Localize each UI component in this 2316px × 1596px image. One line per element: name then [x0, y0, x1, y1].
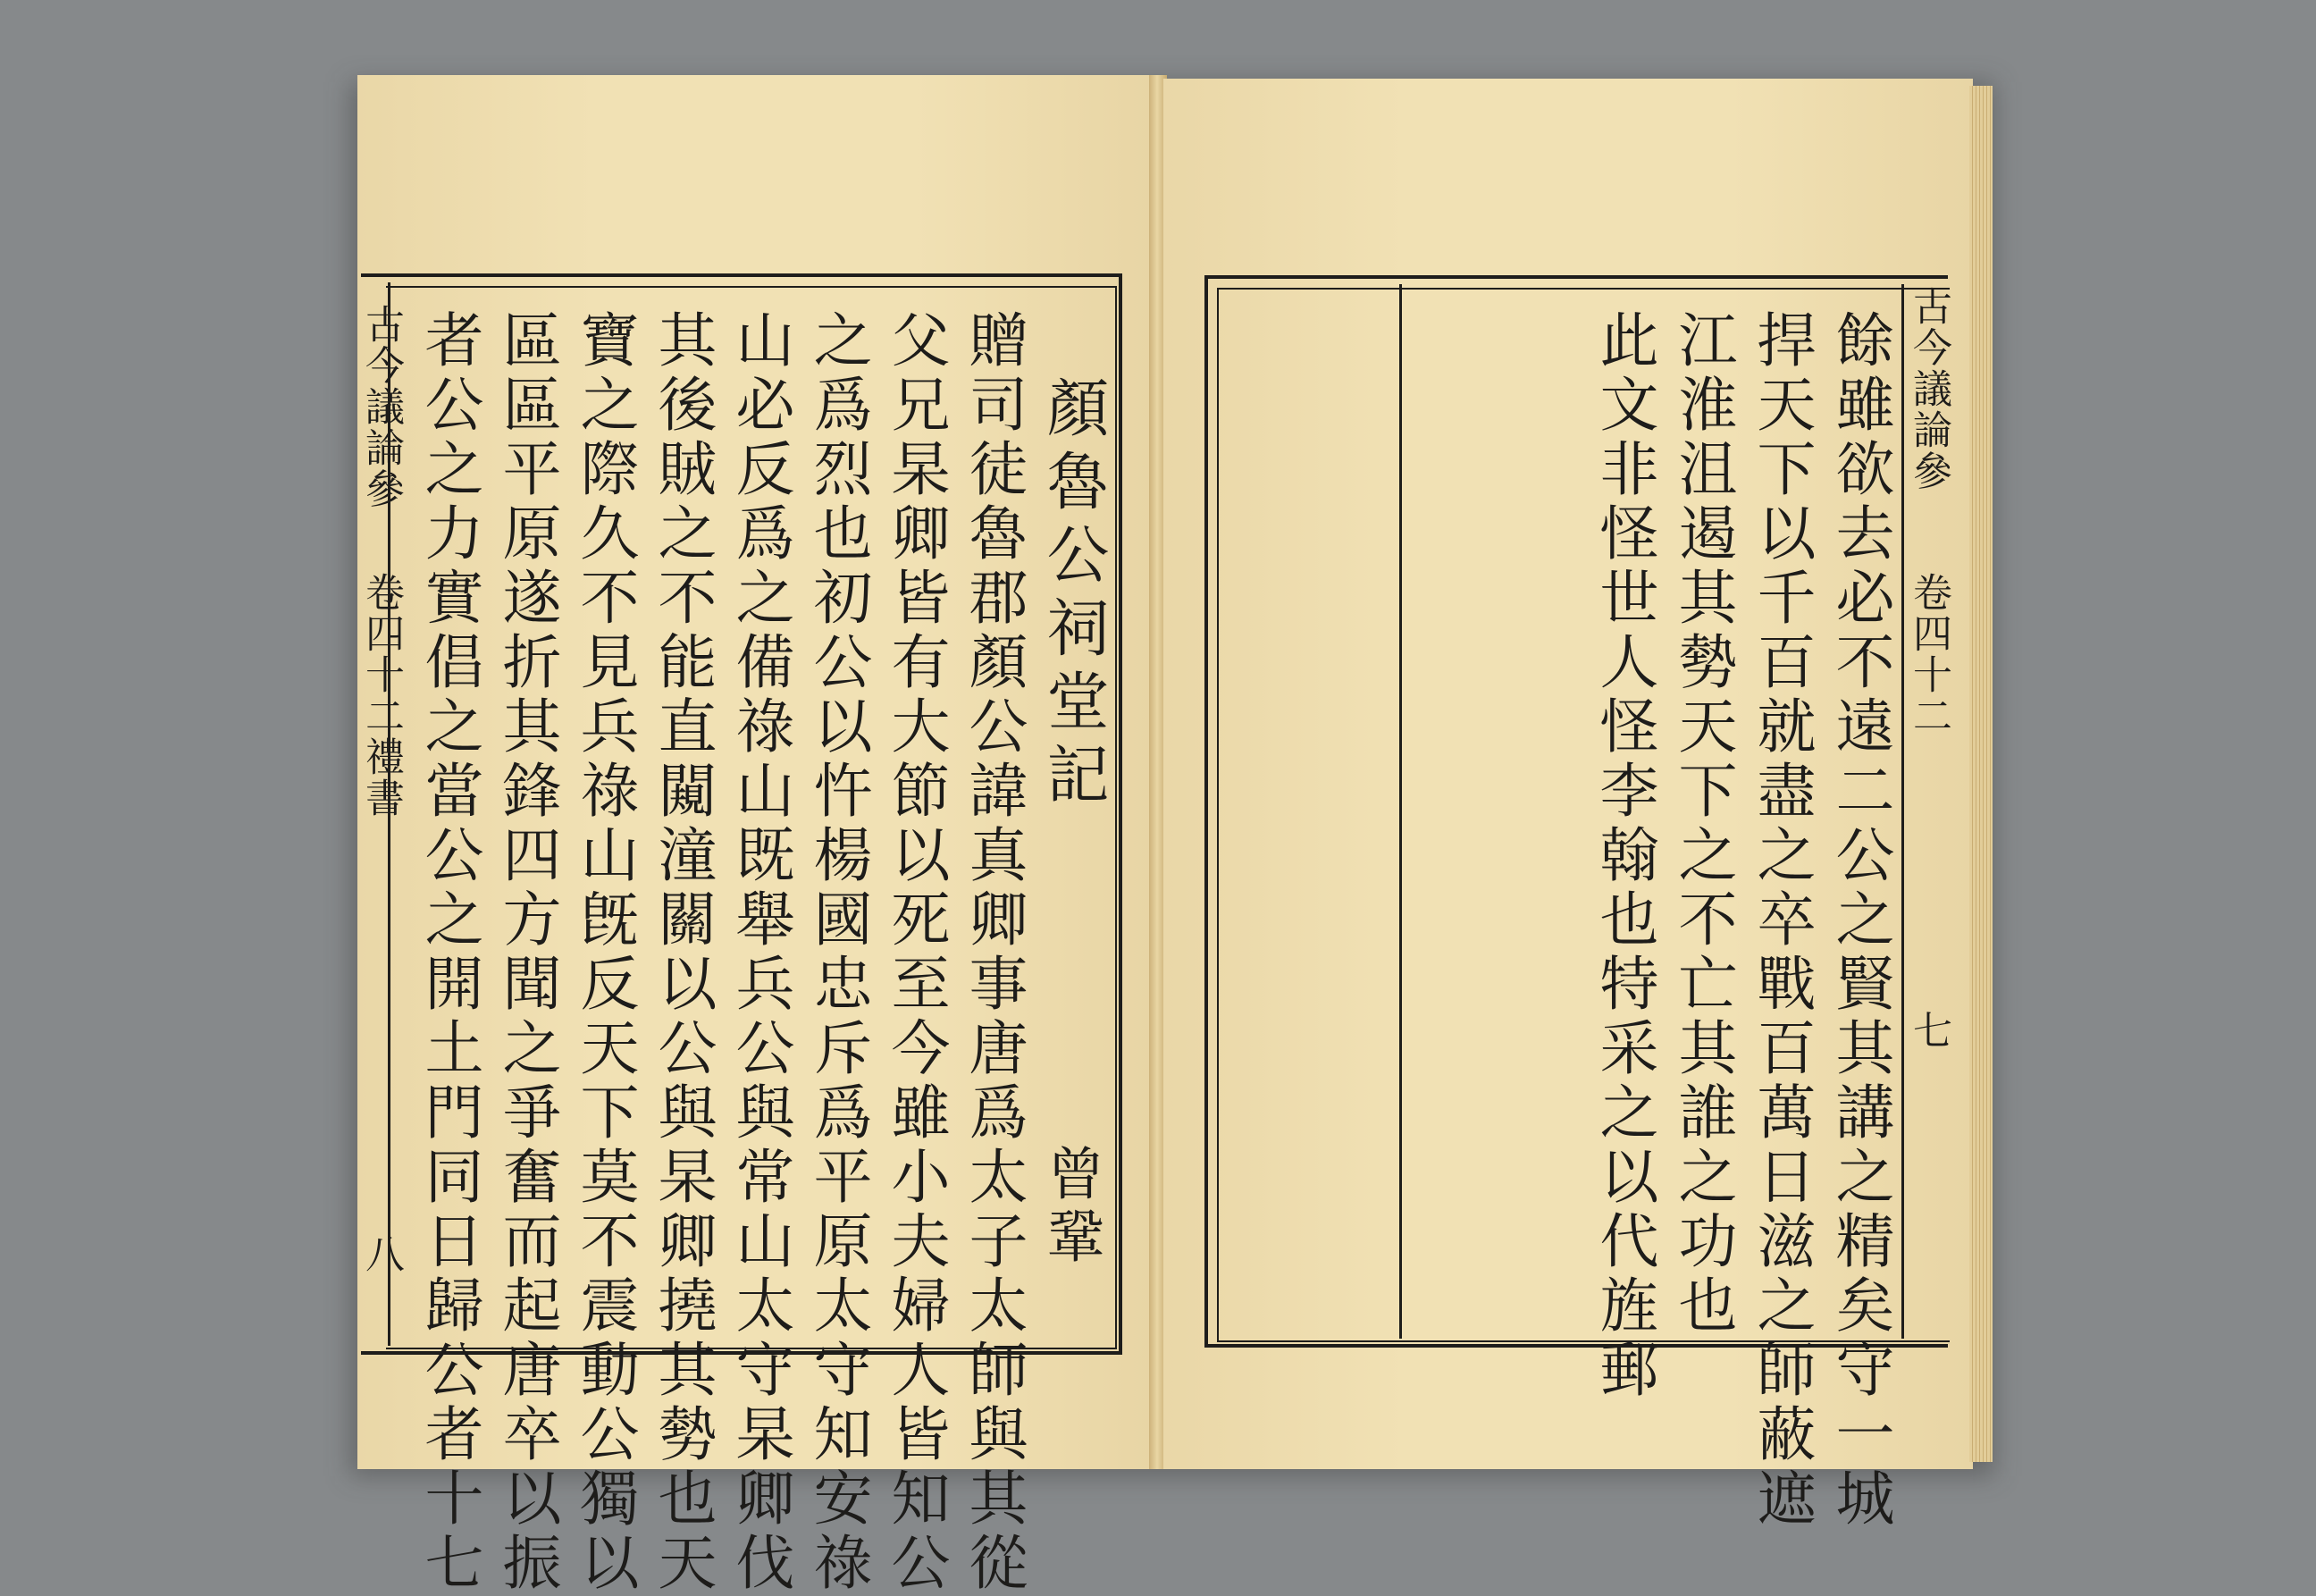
left-margin-title: 古今議論參 [358, 304, 404, 509]
right-body-column-3: 江淮沮遏其勢天下之不亡其誰之功也 [1668, 309, 1737, 1339]
right-margin-title: 古今議論參 [1906, 286, 1951, 491]
right-body-column-1: 餘雖欲去必不遠二公之賢其講之精矣守一城 [1825, 309, 1894, 1532]
right-body-column-2: 捍天下以千百就盡之卒戰百萬日滋之師蔽遮 [1747, 309, 1816, 1532]
left-body-column-8: 者公之力實倡之當公之開土門同日歸公者十七 [415, 309, 483, 1596]
left-body-column-2: 父兄杲卿皆有大節以死至今雖小夫婦人皆知公 [881, 309, 950, 1596]
essay-title: 顏魯公祠堂記 [1036, 375, 1110, 815]
page-edges [1969, 86, 1993, 1462]
left-body-column-1: 贈司徒魯郡顏公諱真卿事唐爲太子太師與其從 [959, 309, 1028, 1596]
right-margin-folio: 七 [1906, 1010, 1951, 1051]
left-body-column-6: 寶之際久不見兵祿山旣反天下莫不震動公獨以 [570, 309, 639, 1596]
right-inner-rule [1399, 284, 1402, 1339]
right-body-column-4: 此文非怪世人怪李翰也特采之以代旌郵 [1590, 309, 1658, 1403]
essay-author: 曾鞏 [1037, 1144, 1103, 1269]
left-body-column-5: 其後賊之不能直闚潼關以公與杲卿撓其勢也天 [648, 309, 717, 1596]
left-body-column-3: 之爲烈也初公以忤楊國忠斥爲平原太守知安祿 [803, 309, 872, 1596]
left-margin-folio: 八 [358, 1233, 404, 1274]
left-margin-volume: 卷四十二禮書 [358, 572, 404, 819]
left-body-column-4: 山必反爲之備祿山既舉兵公與常山太守杲卿伐 [726, 309, 794, 1596]
right-margin-rule [1901, 284, 1904, 1339]
right-margin-volume: 卷四十二 [1906, 572, 1951, 736]
left-body-column-7: 區區平原遂折其鋒四方聞之爭奮而起唐卒以振 [492, 309, 561, 1596]
